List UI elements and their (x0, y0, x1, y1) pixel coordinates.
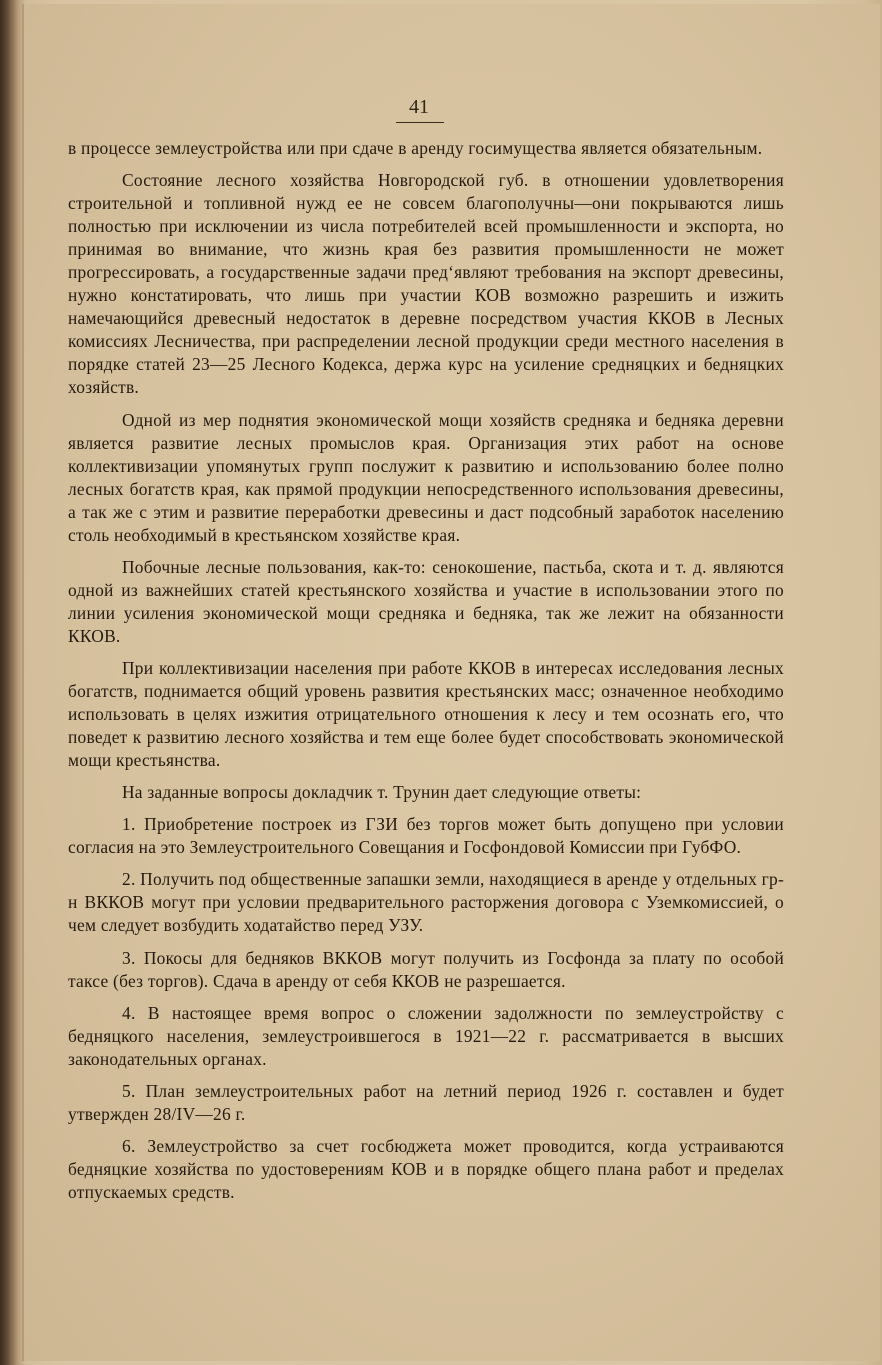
paragraph-collectivization: При коллективизации населения при работе ККОВ в интересах исследования лесных богатств, поднимается общий уровень развития крестьянских масс; означенное необходимо использовать в целях изжития отрицательного отношения к лесу и тем осознать его, что поведет к развитию лесного хозяйства и тем еще более будет способствовать экономической мощи крестьянства. (68, 657, 784, 771)
answer-item-2: 2. Получить под общественные запашки земли, находящиеся в аренде у отдельных гр-н ВККОВ могут при условии предварительного расторжения договора с Уземкомиссией, о чем следует возбудить ходатайство перед УЗУ. (68, 869, 784, 936)
answer-item-1: 1. Приобретение построек из ГЗИ без торгов может быть допущено при условии согласия на это Землеустроительного Совещания и Госфондовой Комиссии при ГубФО. (68, 814, 784, 858)
answer-item-3: 3. Покосы для бедняков ВККОВ могут получить из Госфонда за плату по особой таксе (без торгов). Сдача в аренду от себя ККОВ не разрешается. (68, 947, 784, 991)
paragraph-side-uses: Побочные лесные пользования, как-то: сенокошение, пастьба, скота и т. д. являются одной из важнейших статей крестьянского хозяйства и участие в использовании этого по линии усиления экономической мощи средняка и бедняка, так же лежит на обязанности ККОВ. (68, 556, 784, 646)
paragraph-economic-measures: Одной из мер поднятия экономической мощи хозяйств средняка и бедняка деревни является развитие лесных промыслов края. Организация этих работ на основе коллективизации упомянутых групп послужит к развитию и использованию более полно лесных богатств края, как прямой продукции непосредственного использования древесины, а так же с этим и развитие переработки древесины и даст подсобный заработок населению столь необходимый в крестьянском хозяйстве края. (68, 409, 784, 545)
paragraph-answers-intro: На заданные вопросы докладчик т. Трунин дает следующие ответы: (122, 782, 642, 803)
page-number: 41 (409, 96, 429, 118)
body-text (68, 137, 784, 1213)
paragraph-continuation: в процессе землеустройства или при сдаче в аренду госимущества является обязательным. (68, 138, 763, 158)
answer-item-6: 6. Землеустройство за счет госбюджета может проводится, когда устраиваются бедняцкие хозяйства по удостоверениям КОВ и в порядке общего плана работ и пределах отпускаемых средств. (68, 1135, 784, 1202)
paragraph-forest-condition: Состояние лесного хозяйства Новгородской губ. в отношении удовлетворения строительной и топливной нужд ее не совсем благополучны—они покрываются лишь полностью при исключении из числа потребителей всей промышленности и экспорта, но принимая во внимание, что жизнь края без развития промышленности не может прогрессировать, а государственные задачи пред‘являют требования на экспорт древесины, нужно констатировать, что лишь при участии КОВ возможно разрешить и изжить намечающийся древесный недостаток в деревне посредством участия ККОВ в Лесных комиссиях Лесничества, при распределении лесной продукции среди местного населения в порядке статей 23—25 Лесного Кодекса, держа курс на усиление средняцких и бедняцких хозяйств. (68, 170, 784, 398)
document-page (22, 4, 880, 1361)
page-number-rule (396, 122, 444, 123)
answer-item-4: 4. В настоящее время вопрос о сложении задолжности по землеустройству с бедняцкого населения, землеустроившегося в 1921—22 г. рассматривается в высших законодательных органах. (68, 1002, 784, 1069)
answer-item-5: 5. План землеустроительных работ на летний период 1926 г. составлен и будет утвержден 28/IV—26 г. (68, 1080, 784, 1124)
